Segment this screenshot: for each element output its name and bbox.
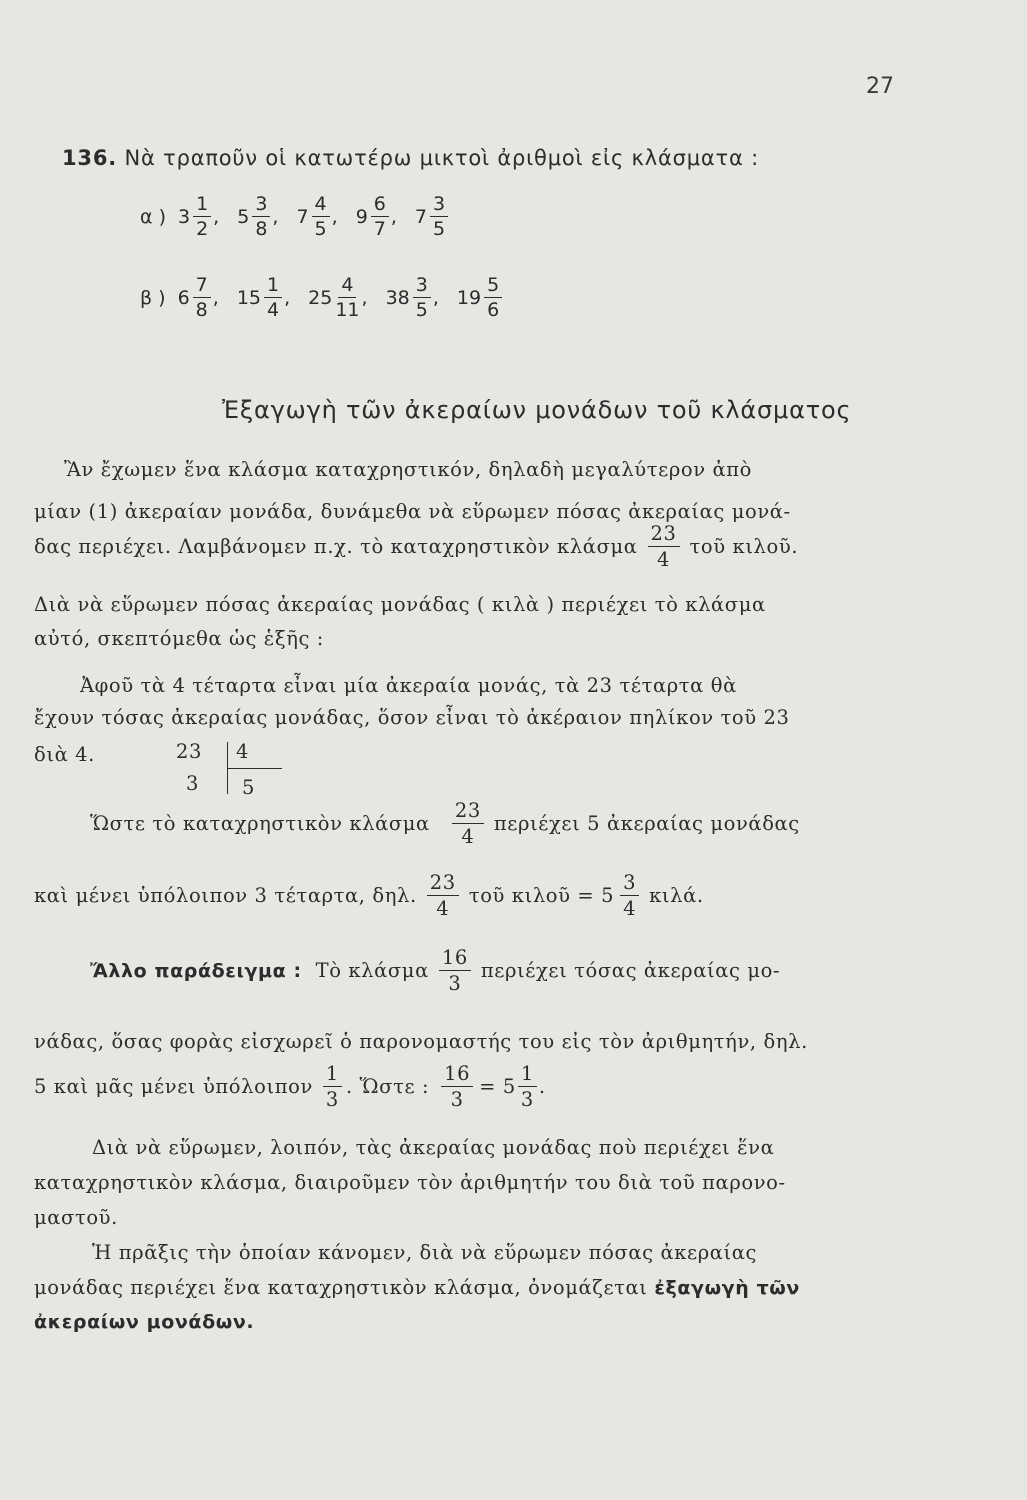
mixed-number: 19 $\frac{5}{6}$ — [457, 276, 504, 320]
para4-line2: καταχρηστικὸν κλάσμα, διαιροῦμεν τὸν ἀριθμητήν του διὰ τοῦ παρονο- — [34, 1171, 786, 1194]
example2-line3: 5 καὶ μᾶς μένει ὑπόλοιπον $\frac{1}{3}$ . Ὥστε : $\frac{16}{3}$ = 5 $\frac{1}{3}$ . — [34, 1062, 546, 1111]
division-dividend: 23 — [176, 740, 203, 763]
division-remainder: 3 — [186, 772, 200, 795]
para1-line5: αὐτό, σκεπτόμεθα ὡς ἑξῆς : — [34, 627, 324, 650]
fraction: $\frac{16}{3}$ — [439, 948, 471, 993]
para3-line1: Ὥστε τὸ καταχρηστικὸν κλάσμα $\frac{23}{4}$ περιέχει 5 ἀκεραίας μονάδας — [90, 799, 800, 848]
para4-line1: Διὰ νὰ εὕρωμεν, λοιπόν, τὰς ἀκεραίας μονάδας ποὺ περιέχει ἕνα — [92, 1136, 775, 1159]
para2-line3: διὰ 4. — [34, 743, 95, 766]
long-division — [170, 736, 290, 802]
exercise-title: Νὰ τραποῦν οἱ κατωτέρω μικτοὶ ἀριθμοὶ εἰς κλάσματα : — [124, 146, 759, 170]
para4-line3: μαστοῦ. — [34, 1206, 118, 1229]
fraction: $\frac{23}{4}$ — [648, 524, 680, 569]
para1-line2: μίαν (1) ἀκεραίαν μονάδα, δυνάμεθα νὰ εὕρωμεν πόσας ἀκεραίας μονά- — [34, 500, 791, 523]
mixed-number: 7 $\frac{3}{5}$ — [415, 195, 450, 239]
row-label: α ) — [140, 206, 166, 228]
fraction: $\frac{1}{3}$ — [323, 1064, 342, 1109]
bold-term: ἐξαγωγὴ τῶν — [654, 1277, 800, 1299]
para5-line2: μονάδας περιέχει ἕνα καταχρηστικὸν κλάσμα, ὀνομάζεται ἐξαγωγὴ τῶν — [34, 1276, 800, 1299]
mixed-number: 25 $\frac{4}{11}$ , — [308, 274, 368, 321]
fraction: $\frac{23}{4}$ — [427, 873, 459, 918]
mixed-number: 5 $\frac{3}{8}$ , — [237, 193, 279, 240]
fraction: $\frac{16}{3}$ — [441, 1064, 473, 1109]
mixed-number: 7 $\frac{4}{5}$ , — [296, 193, 338, 240]
example2-line2: νάδας, ὅσας φορὰς εἰσχωρεῖ ὁ παρονομαστής του εἰς τὸν ἀριθμητήν, δηλ. — [34, 1030, 808, 1053]
mixed-number: 15 $\frac{1}{4}$ , — [236, 274, 291, 321]
page-number: 27 — [866, 74, 894, 99]
exercise-row-b — [140, 276, 522, 320]
division-quotient: 5 — [242, 776, 256, 799]
mixed-number: 38 $\frac{3}{5}$ , — [385, 274, 439, 321]
para3-line2: καὶ μένει ὑπόλοιπον 3 τέταρτα, δηλ. $\frac{23}{4}$ τοῦ κιλοῦ = 5 $\frac{3}{4}$ κιλά. — [34, 871, 704, 920]
fraction: $\frac{23}{4}$ — [452, 801, 484, 846]
para5-line3: ἀκεραίων μονάδων. — [34, 1311, 255, 1333]
row-label: β ) — [140, 287, 166, 309]
para1-line4: Διὰ νὰ εὕρωμεν πόσας ἀκεραίας μονάδας ( κιλὰ ) περιέχει τὸ κλάσμα — [34, 593, 766, 616]
mixed-number: 9 $\frac{6}{7}$ , — [355, 193, 397, 240]
example2-label: Ἄλλο παράδειγμα : — [90, 959, 302, 982]
division-divisor: 4 — [236, 740, 250, 763]
example2-line1: Ἄλλο παράδειγμα : Τὸ κλάσμα $\frac{16}{3}$ περιέχει τόσας ἀκεραίας μο- — [90, 946, 781, 995]
para1-line1: Ἂν ἔχωμεν ἕνα κλάσμα καταχρηστικόν, δηλαδὴ μεγαλύτερον ἀπὸ — [64, 458, 753, 481]
para2-line1: Ἀφοῦ τὰ 4 τέταρτα εἶναι μία ἀκεραία μονάς, τὰ 23 τέταρτα θὰ — [80, 674, 737, 697]
mixed-number: 3 $\frac{1}{2}$ , — [177, 193, 220, 240]
fraction: $\frac{1}{3}$ — [518, 1064, 537, 1109]
mixed-number: 6 $\frac{7}{8}$ , — [177, 274, 219, 321]
para1-line3: δας περιέχει. Λαμβάνομεν π.χ. τὸ καταχρηστικὸν κλάσμα $\frac{23}{4}$ τοῦ κιλοῦ. — [34, 522, 799, 571]
section-heading: Ἐξαγωγὴ τῶν ἀκεραίων μονάδων τοῦ κλάσματος — [222, 396, 852, 424]
para2-line2: ἔχουν τόσας ἀκεραίας μονάδας, ὅσον εἶναι τὸ ἀκέραιον πηλίκον τοῦ 23 — [34, 706, 790, 729]
exercise-heading — [62, 146, 759, 170]
exercise-row-a — [140, 195, 468, 239]
exercise-number: 136. — [62, 146, 118, 170]
fraction: $\frac{3}{4}$ — [620, 873, 639, 918]
para5-line1: Ἡ πρᾶξις τὴν ὁποίαν κάνομεν, διὰ νὰ εὕρωμεν πόσας ἀκεραίας — [92, 1241, 758, 1264]
